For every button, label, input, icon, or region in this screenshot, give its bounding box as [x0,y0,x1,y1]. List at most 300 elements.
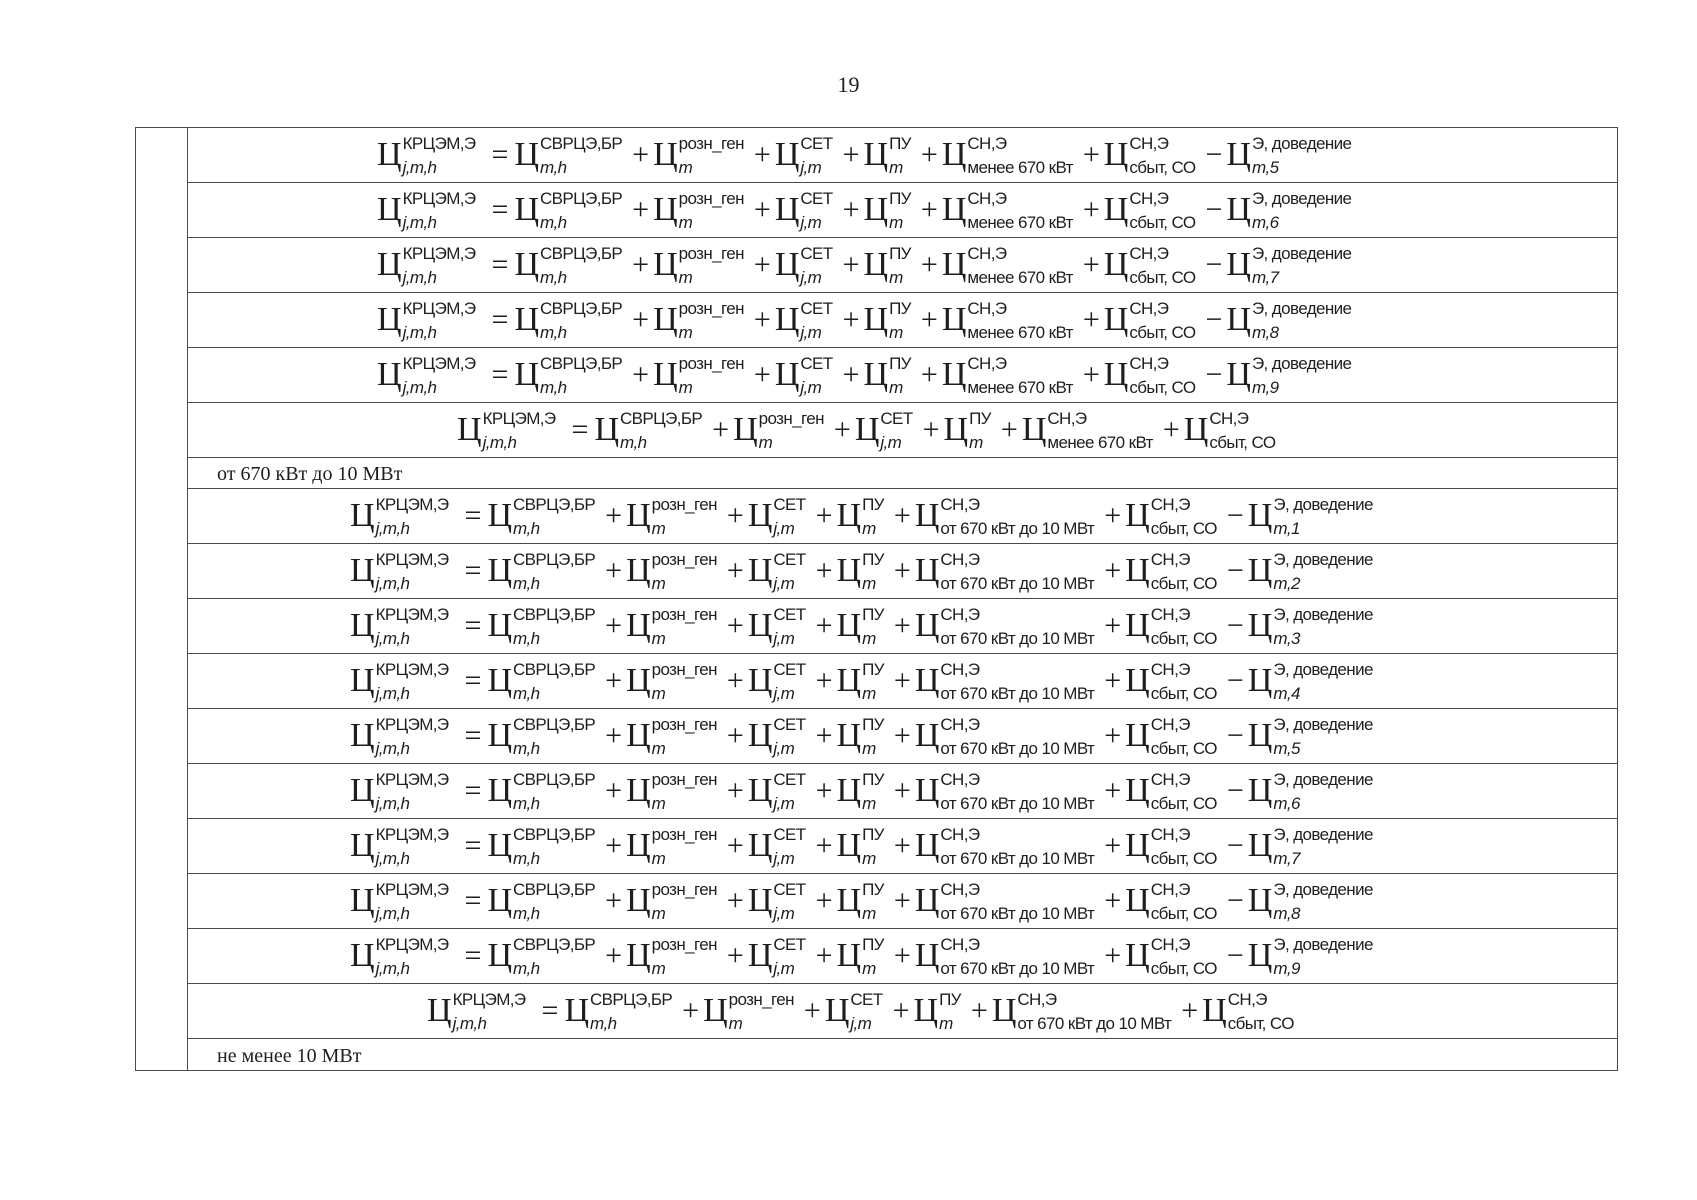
superscript: Э, доведение [1273,880,1373,899]
term-sn [893,770,1095,813]
subscript: m,7 [1273,849,1300,868]
formula [350,544,1383,598]
operator: + [1000,413,1018,446]
base-symbol: Ц [487,882,512,919]
base-symbol: Ц [1226,301,1251,338]
operator: + [605,609,623,642]
superscript: ПУ [862,825,884,844]
formula-row [187,764,1617,819]
term-sn-sbyt [1104,880,1217,923]
formula-row [187,929,1617,984]
term-svr [486,299,623,342]
term-lhs [350,770,449,813]
term-dovedenie [1226,715,1373,758]
base-symbol: Ц [626,607,651,644]
term-sn-sbyt [1104,660,1217,703]
superscript: розн_ген [651,495,717,514]
superscript: СВРЦЭ,БР [513,935,596,954]
formula [350,654,1383,708]
term-lhs [377,354,476,397]
subscript: m,3 [1273,629,1300,648]
term-rozn [605,495,717,538]
term-rozn [712,409,824,452]
base-symbol: Ц [747,552,773,589]
subscript: менее 670 кВт [967,323,1073,342]
formula-row [187,489,1617,544]
superscript: розн_ген [678,354,744,373]
superscript: СВРЦЭ,БР [513,660,596,679]
term-set [726,715,806,758]
subscript: j,m,h [375,794,410,813]
operator: = [464,664,482,697]
superscript: Э, доведение [1251,299,1352,318]
superscript: СВРЦЭ,БР [513,550,596,569]
base-symbol: Ц [350,662,375,699]
formula-row [187,819,1617,874]
subscript: m,h [540,268,567,287]
operator: + [892,994,910,1027]
formula-row [187,238,1617,293]
subscript: m,h [540,323,567,342]
operator: + [632,193,650,226]
term-rozn [605,935,717,978]
term-lhs [350,550,449,593]
term-svr [536,990,673,1033]
section-label: не менее 10 МВт [217,1045,362,1067]
superscript: СН,Э [967,299,1007,318]
operator: + [753,138,771,171]
base-symbol: Ц [377,301,402,338]
term-set [726,825,806,868]
subscript: j,m [773,959,795,978]
term-lhs [427,990,526,1033]
section-row [187,1039,1617,1070]
superscript: розн_ген [651,715,717,734]
operator: + [753,193,771,226]
subscript: m [728,1014,743,1033]
operator: + [815,774,833,807]
term-lhs [350,880,449,923]
term-rozn [605,825,717,868]
subscript: от 670 кВт до 10 МВт [940,794,1095,813]
subscript: m [862,519,876,538]
superscript: СН,Э [967,354,1007,373]
superscript: СН,Э [940,770,980,789]
subscript: от 670 кВт до 10 МВт [940,849,1095,868]
operator: − [1205,138,1223,171]
operator: + [970,994,988,1027]
base-symbol: Ц [487,552,512,589]
subscript: m [651,904,666,923]
base-symbol: Ц [941,301,967,338]
superscript: СН,Э [1150,605,1190,624]
base-symbol: Ц [564,992,589,1029]
superscript: КРЦЭМ,Э [402,244,476,263]
formula [377,238,1361,292]
formula [350,764,1383,818]
subscript: m,5 [1273,739,1300,758]
base-symbol: Ц [626,497,651,534]
subscript: j,m [800,323,822,342]
base-symbol: Ц [914,772,940,809]
formula-row [187,183,1617,238]
operator: = [464,499,482,532]
operator: + [815,609,833,642]
operator: + [815,939,833,972]
base-symbol: Ц [914,937,940,974]
base-symbol: Ц [1103,356,1129,393]
superscript: КРЦЭМ,Э [375,495,449,514]
term-svr [459,770,596,813]
base-symbol: Ц [626,717,651,754]
operator: − [1226,774,1244,807]
subscript: от 670 кВт до 10 МВт [940,629,1095,648]
term-dovedenie [1205,189,1352,232]
operator: − [1205,193,1223,226]
operator: + [893,939,911,972]
subscript: m [889,323,903,342]
operator: = [464,829,482,862]
subscript: сбыт, СО [1129,158,1196,177]
term-rozn [605,605,717,648]
base-symbol: Ц [626,552,651,589]
superscript: розн_ген [678,299,744,318]
operator: = [541,994,559,1027]
operator: − [1226,829,1244,862]
formula-row [187,403,1617,458]
term-svr [459,495,596,538]
base-symbol: Ц [1247,497,1273,534]
subscript: m [678,213,693,232]
base-symbol: Ц [863,246,889,283]
superscript: КРЦЭМ,Э [402,189,476,208]
superscript: КРЦЭМ,Э [375,935,449,954]
superscript: КРЦЭМ,Э [375,715,449,734]
superscript: СВРЦЭ,БР [540,244,623,263]
superscript: Э, доведение [1273,935,1373,954]
superscript: СЕТ [800,189,833,208]
base-symbol: Ц [487,937,512,974]
operator: + [893,829,911,862]
subscript: m [678,378,693,397]
base-symbol: Ц [514,246,539,283]
formula-rows [187,128,1617,1070]
subscript: j,m [800,213,822,232]
subscript: m,2 [1273,574,1300,593]
operator: + [815,719,833,752]
term-dovedenie [1226,935,1373,978]
base-symbol: Ц [626,882,651,919]
term-rozn [682,990,794,1033]
base-symbol: Ц [1125,662,1150,699]
base-symbol: Ц [1021,411,1047,448]
subscript: j,m [773,519,795,538]
subscript: менее 670 кВт [967,158,1073,177]
term-sn-sbyt [1082,134,1196,177]
subscript: m [651,739,666,758]
subscript: m,9 [1251,378,1279,397]
subscript: m,6 [1273,794,1300,813]
term-pu [892,990,961,1033]
superscript: Э, доведение [1273,495,1373,514]
section-label: от 670 кВт до 10 МВт [217,463,403,485]
term-sn [893,605,1095,648]
operator: + [1104,609,1122,642]
base-symbol: Ц [914,827,940,864]
operator: + [803,994,821,1027]
subscript: m [862,684,876,703]
term-svr [459,550,596,593]
superscript: СЕТ [773,495,806,514]
term-rozn [632,189,744,232]
subscript: сбыт, СО [1150,849,1217,868]
superscript: СН,Э [967,244,1007,263]
term-svr [486,134,623,177]
operator: + [842,358,860,391]
superscript: СЕТ [800,299,833,318]
operator: + [815,664,833,697]
base-symbol: Ц [1183,411,1209,448]
term-lhs [350,660,449,703]
term-set [726,660,806,703]
subscript: от 670 кВт до 10 МВт [940,574,1095,593]
subscript: m [678,158,693,177]
operator: + [605,499,623,532]
base-symbol: Ц [914,882,940,919]
operator: = [464,609,482,642]
base-symbol: Ц [1103,301,1129,338]
subscript: m,8 [1251,323,1279,342]
base-symbol: Ц [1103,191,1129,228]
base-symbol: Ц [350,607,375,644]
subscript: m,9 [1273,959,1300,978]
term-rozn [632,299,744,342]
base-symbol: Ц [1226,191,1251,228]
subscript: сбыт, СО [1209,433,1276,452]
base-symbol: Ц [774,136,800,173]
superscript: ПУ [969,409,991,428]
formula-row [187,128,1617,183]
base-symbol: Ц [941,191,967,228]
base-symbol: Ц [854,411,880,448]
superscript: розн_ген [678,189,744,208]
term-lhs [350,935,449,978]
superscript: СН,Э [940,935,980,954]
base-symbol: Ц [941,136,967,173]
base-symbol: Ц [350,772,375,809]
operator: + [753,303,771,336]
operator: + [893,719,911,752]
operator: + [1162,413,1180,446]
base-symbol: Ц [991,992,1017,1029]
superscript: Э, доведение [1251,134,1352,153]
base-symbol: Ц [774,356,800,393]
superscript: СН,Э [940,660,980,679]
operator: − [1226,554,1244,587]
subscript: m,1 [1273,519,1300,538]
formula-row [187,984,1617,1039]
superscript: СВРЦЭ,БР [513,495,596,514]
base-symbol: Ц [514,301,539,338]
subscript: j,m [773,739,795,758]
base-symbol: Ц [1247,717,1273,754]
subscript: m [651,519,666,538]
base-symbol: Ц [824,992,850,1029]
superscript: СЕТ [800,244,833,263]
subscript: m,h [540,378,567,397]
superscript: СН,Э [1150,550,1190,569]
base-symbol: Ц [914,717,940,754]
base-symbol: Ц [653,301,678,338]
subscript: менее 670 кВт [967,268,1073,287]
operator: + [726,609,744,642]
superscript: Э, доведение [1273,715,1373,734]
base-symbol: Ц [747,772,773,809]
formula [350,819,1383,873]
base-symbol: Ц [941,246,967,283]
superscript: КРЦЭМ,Э [375,660,449,679]
term-dovedenie [1226,770,1373,813]
superscript: СН,Э [1129,354,1169,373]
subscript: m,8 [1273,904,1300,923]
operator: − [1205,358,1223,391]
subscript: сбыт, СО [1227,1014,1294,1033]
operator: + [815,884,833,917]
superscript: СН,Э [1017,990,1057,1009]
term-pu [815,605,884,648]
term-pu [815,715,884,758]
superscript: СЕТ [773,550,806,569]
term-sn [920,299,1073,342]
base-symbol: Ц [747,882,773,919]
subscript: m,6 [1251,213,1279,232]
subscript: сбыт, СО [1150,684,1217,703]
subscript: m [862,739,876,758]
subscript: сбыт, СО [1150,959,1217,978]
base-symbol: Ц [774,301,800,338]
base-symbol: Ц [487,497,512,534]
subscript: m [651,959,666,978]
base-symbol: Ц [377,136,402,173]
operator: = [491,358,509,391]
term-set [753,134,833,177]
base-symbol: Ц [1103,136,1129,173]
base-symbol: Ц [487,772,512,809]
subscript: j,m,h [375,574,410,593]
subscript: j,m [773,574,795,593]
subscript: сбыт, СО [1129,268,1196,287]
base-symbol: Ц [1226,246,1251,283]
operator: = [464,719,482,752]
superscript: СВРЦЭ,БР [540,189,623,208]
operator: + [632,138,650,171]
term-dovedenie [1205,354,1352,397]
term-set [726,605,806,648]
term-sn [893,825,1095,868]
term-pu [815,495,884,538]
operator: + [605,554,623,587]
operator: + [726,719,744,752]
operator: − [1205,248,1223,281]
operator: = [491,303,509,336]
base-symbol: Ц [1125,607,1150,644]
superscript: СН,Э [1129,244,1169,263]
left-column [136,128,188,1070]
term-rozn [605,880,717,923]
subscript: m [758,433,773,452]
base-symbol: Ц [1247,827,1273,864]
superscript: СН,Э [940,495,980,514]
base-symbol: Ц [914,552,940,589]
superscript: КРЦЭМ,Э [375,550,449,569]
term-set [803,990,883,1033]
term-rozn [632,134,744,177]
base-symbol: Ц [377,191,402,228]
subscript: сбыт, СО [1129,378,1196,397]
superscript: ПУ [889,189,911,208]
operator: = [571,413,589,446]
operator: + [922,413,940,446]
term-svr [459,605,596,648]
base-symbol: Ц [626,937,651,974]
subscript: j,m,h [452,1014,487,1033]
base-symbol: Ц [1125,882,1150,919]
subscript: j,m [773,794,795,813]
superscript: СН,Э [1150,660,1190,679]
base-symbol: Ц [626,772,651,809]
operator: + [753,248,771,281]
formula-row [187,544,1617,599]
base-symbol: Ц [836,882,862,919]
superscript: КРЦЭМ,Э [375,880,449,899]
formula [350,489,1383,543]
superscript: КРЦЭМ,Э [482,409,556,428]
base-symbol: Ц [747,717,773,754]
base-symbol: Ц [594,411,619,448]
operator: + [842,193,860,226]
operator: + [712,413,730,446]
term-dovedenie [1226,825,1373,868]
superscript: розн_ген [678,134,744,153]
base-symbol: Ц [863,356,889,393]
term-set [726,770,806,813]
term-svr [486,244,623,287]
subscript: m [651,684,666,703]
term-svr [459,660,596,703]
term-pu [815,770,884,813]
operator: + [920,138,938,171]
subscript: j,m,h [375,684,410,703]
base-symbol: Ц [350,552,375,589]
superscript: СН,Э [940,550,980,569]
superscript: СН,Э [1227,990,1267,1009]
base-symbol: Ц [653,136,678,173]
base-symbol: Ц [1125,717,1150,754]
operator: + [1104,664,1122,697]
base-symbol: Ц [487,827,512,864]
term-sn [920,134,1073,177]
operator: + [726,499,744,532]
base-symbol: Ц [1202,992,1227,1029]
operator: + [726,884,744,917]
term-set [753,354,833,397]
operator: + [605,939,623,972]
term-sn [893,715,1095,758]
term-sn-sbyt [1104,605,1217,648]
operator: + [726,774,744,807]
superscript: СН,Э [1047,409,1087,428]
subscript: m [862,959,876,978]
